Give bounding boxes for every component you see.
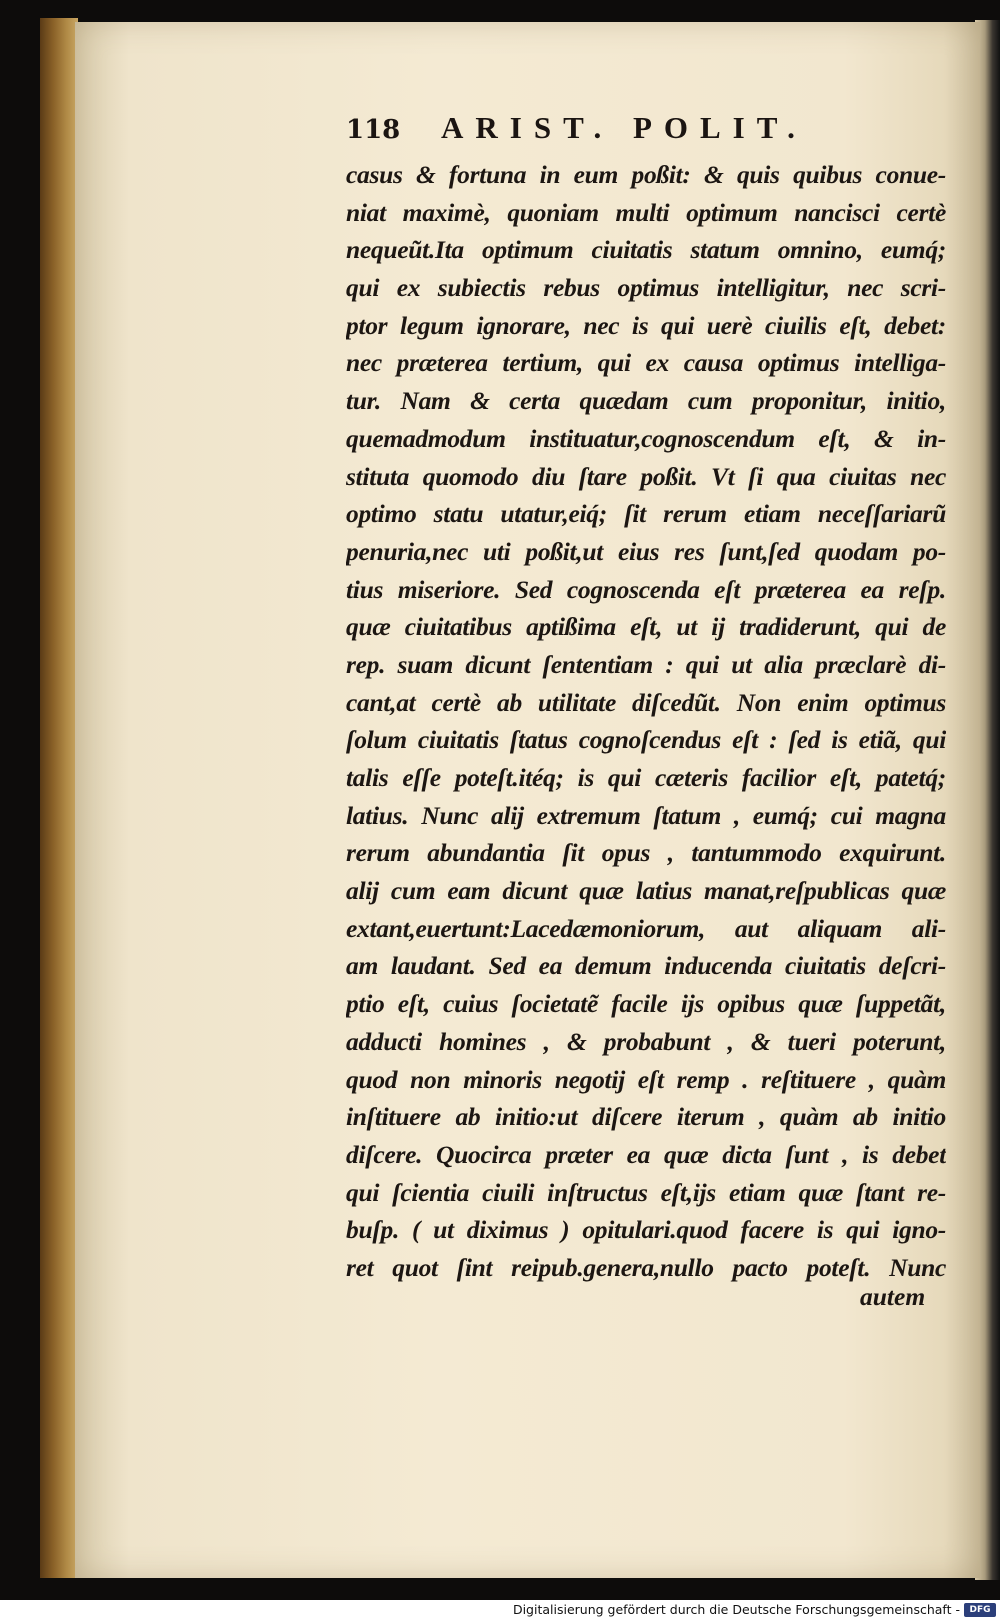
text-line: am laudant. Sed ea demum inducenda ciuitatis deſcri- [346, 951, 946, 981]
text-line: ret quot ſint reipub.genera,nullo pacto poteſt. Nunc [346, 1252, 946, 1282]
text-line: inſtituere ab initio:ut diſcere iterum , quàm ab initio [346, 1102, 946, 1132]
text-line: nequeũt.Ita optimum ciuitatis statum omnino, eumq́; [346, 235, 946, 265]
text-line: diſcere. Quocirca præter ea quæ dicta ſunt , is debet [346, 1139, 946, 1169]
text-line: cant,at certè ab utilitate diſcedũt. Non enim optimus [346, 687, 946, 717]
text-line: qui ſcientia ciuili inſtructus eſt,ijs etiam quæ ſtant re- [346, 1177, 946, 1207]
text-line: extant,euertunt:Lacedæmoniorum, aut aliquam ali- [346, 913, 946, 943]
text-line: tius miseriore. Sed cognoscenda eſt præterea ea reſp. [346, 574, 946, 604]
text-line: tur. Nam & certa quædam cum proponitur, initio, [346, 386, 946, 416]
text-line: qui ex subiectis rebus optimus intelligitur, nec scri- [346, 273, 946, 303]
text-line: talis eſſe poteſt.itéq; is qui cæteris facilior eſt, patetq́; [346, 763, 946, 792]
text-line: nec præterea tertium, qui ex causa optimus intelliga- [346, 348, 946, 378]
book-binding-left [40, 18, 78, 1578]
text-line: penuria,nec uti poßit,ut eius res ſunt,ſed quodam po- [346, 536, 946, 566]
page-number: 118 [346, 115, 401, 145]
page-header [346, 110, 846, 156]
text-line: quod non minoris negotij eſt remp . reſtituere , quàm [346, 1064, 946, 1094]
dfg-logo: DFG [964, 1603, 996, 1617]
funding-credit: Digitalisierung gefördert durch die Deutsche Forschungsgemeinschaft - [512, 1602, 960, 1617]
text-line: buſp. ( ut diximus ) opitulari.quod facere is qui igno- [346, 1215, 946, 1245]
text-line: alij cum eam dicunt quæ latius manat,reſpublicas quæ [346, 876, 946, 906]
text-line: rep. suam dicunt ſententiam : qui ut alia præclarè di- [346, 649, 946, 679]
text-line: rerum abundantia ſit opus , tantummodo exquirunt. [346, 838, 946, 868]
body-text [346, 156, 946, 1287]
text-line: latius. Nunc alij extremum ſtatum , eumq́; cui magna [346, 800, 946, 830]
text-line: quæ ciuitatibus aptißima eſt, ut ij tradiderunt, qui de [346, 612, 946, 642]
text-line: ſolum ciuitatis ſtatus cognoſcendus eſt : ſed is etiã, qui [346, 725, 946, 755]
text-line: ptor legum ignorare, nec is qui uerè ciuilis eſt, debet: [346, 310, 946, 340]
catchword: autem [860, 1282, 926, 1311]
text-line: ptio eſt, cuius ſocietatẽ facile ijs opibus quæ ſuppetãt, [346, 989, 946, 1019]
text-line: quemadmodum instituatur,cognoscendum eſt, & in- [346, 423, 946, 453]
text-line: adducti homines , & probabunt , & tueri poterunt, [346, 1026, 946, 1056]
text-line: stituta quomodo diu ſtare poßit. Vt ſi qua ciuitas nec [346, 461, 946, 491]
running-head: ARIST. POLIT. [441, 110, 807, 145]
text-line: niat maximè, quoniam multi optimum nancisci certè [346, 197, 946, 227]
text-line: optimo statu utatur,eiq́; ſit rerum etiam neceſſariarũ [346, 499, 946, 529]
text-line: casus & fortuna in eum poßit: & quis quibus conue- [346, 160, 946, 189]
